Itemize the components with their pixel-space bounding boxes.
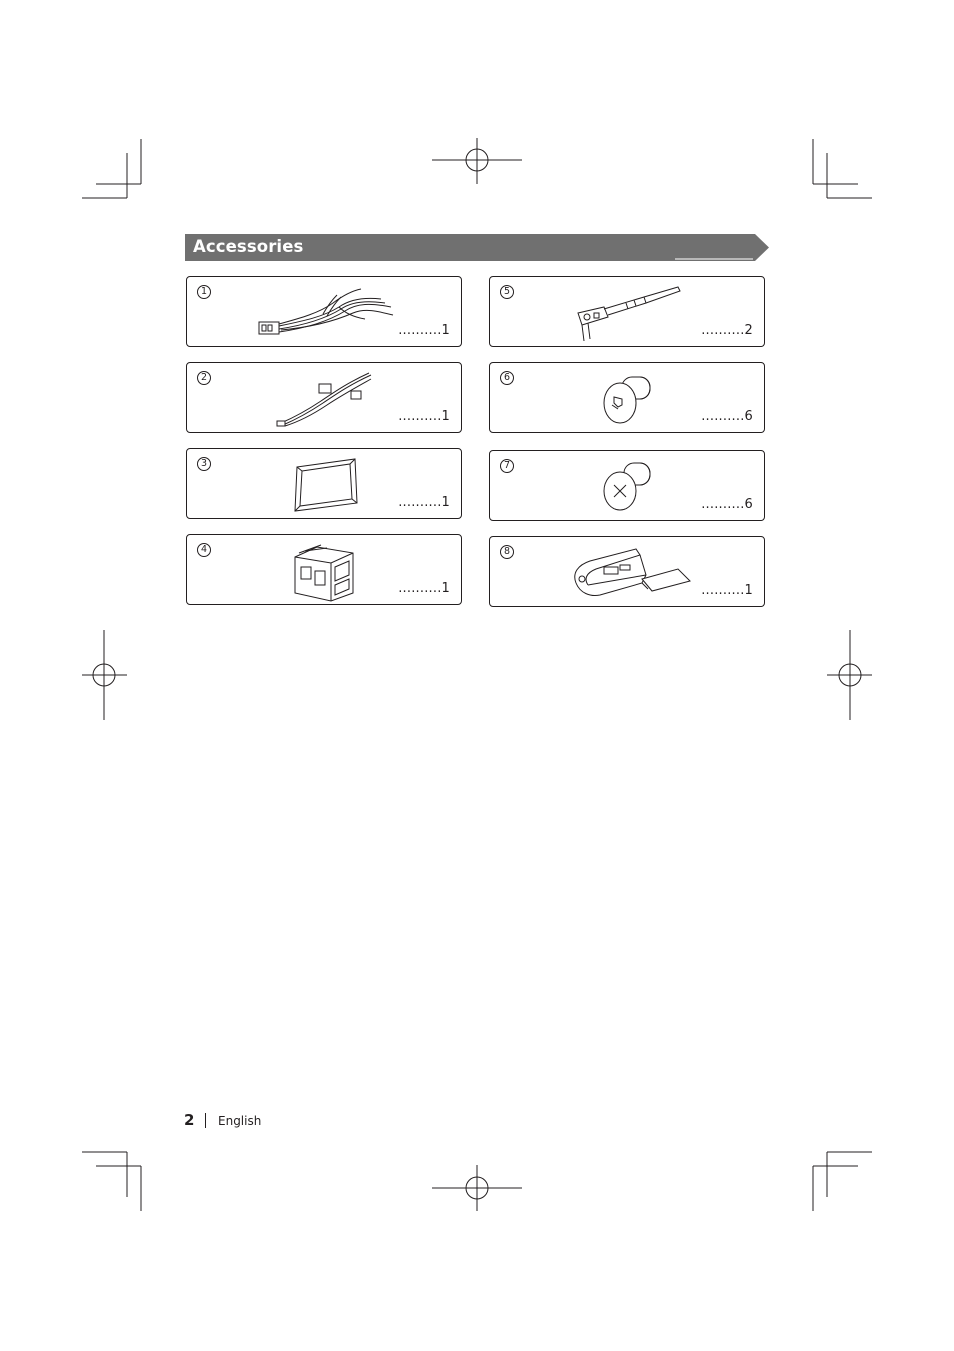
item-quantity: ..........1 [398, 323, 450, 338]
accessory-item-5 [489, 276, 765, 347]
item-number: 5 [500, 285, 514, 299]
mounting-sleeve-icon [291, 541, 361, 603]
accessory-item-8 [489, 536, 765, 607]
footer-language: English [218, 1114, 262, 1128]
item-number: 3 [197, 457, 211, 471]
wiring-harness-icon [253, 283, 403, 341]
item-quantity: ..........1 [398, 495, 450, 510]
accessory-item-7 [489, 450, 765, 521]
removal-key-icon [574, 283, 684, 343]
item-quantity: ..........6 [701, 497, 753, 512]
item-number: 2 [197, 371, 211, 385]
accessory-item-4 [186, 534, 462, 605]
accessory-item-6 [489, 362, 765, 433]
countersunk-screw-icon [600, 457, 660, 517]
page-number: 2 [184, 1111, 195, 1129]
accessory-item-3 [186, 448, 462, 519]
trim-plate-icon [291, 455, 361, 515]
item-number: 1 [197, 285, 211, 299]
item-quantity: ..........6 [701, 409, 753, 424]
item-quantity: ..........2 [701, 323, 753, 338]
section-header [185, 234, 769, 261]
section-title: Accessories [193, 237, 304, 256]
footer-separator [205, 1113, 206, 1128]
microphone-bracket-icon [566, 543, 694, 603]
extension-cable-icon [275, 369, 375, 429]
item-quantity: ..........1 [701, 583, 753, 598]
accessory-item-2 [186, 362, 462, 433]
accessory-item-1 [186, 276, 462, 347]
item-number: 7 [500, 459, 514, 473]
item-number: 6 [500, 371, 514, 385]
item-quantity: ..........1 [398, 409, 450, 424]
item-number: 4 [197, 543, 211, 557]
item-quantity: ..........1 [398, 581, 450, 596]
item-number: 8 [500, 545, 514, 559]
flat-head-screw-icon [600, 369, 660, 429]
